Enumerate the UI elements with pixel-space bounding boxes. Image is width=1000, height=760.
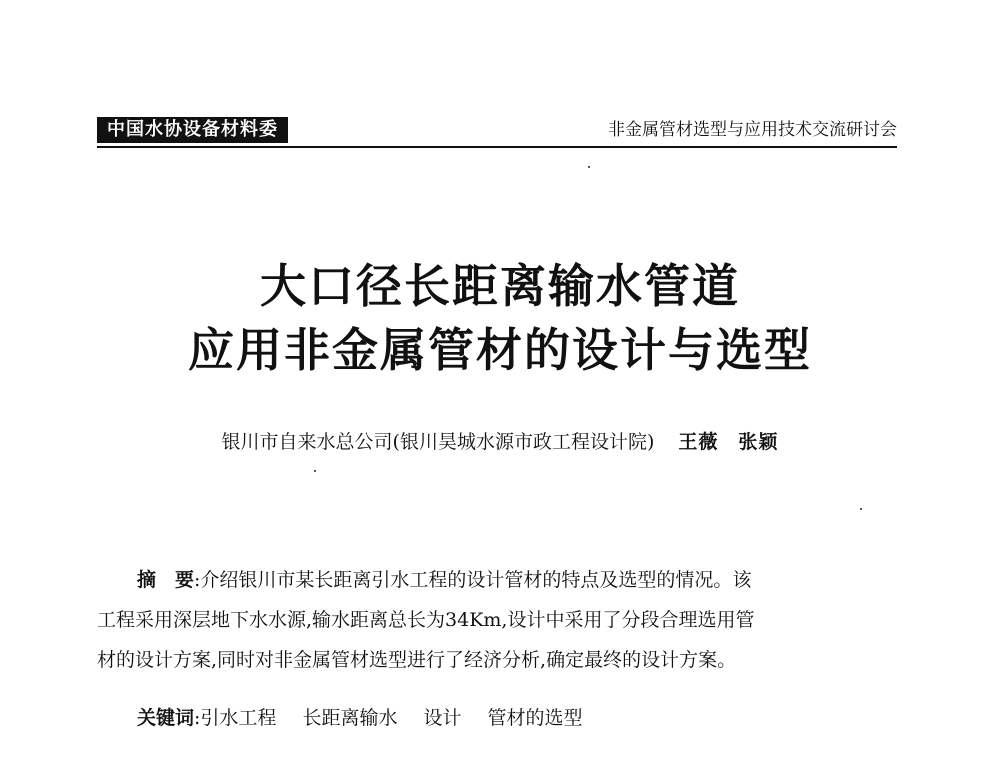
running-header bbox=[97, 117, 897, 145]
scan-speck bbox=[314, 470, 316, 472]
keywords-separator: : bbox=[194, 707, 201, 729]
byline bbox=[0, 428, 1000, 456]
paper-title-line-2: 应用非金属管材的设计与选型 bbox=[188, 323, 812, 377]
abstract-line-3: 材的设计方案,同时对非金属管材选型进行了经济分析,确定最终的设计方案。 bbox=[97, 649, 737, 671]
abstract-line-2: 工程采用深层地下水水源,输水距离总长为34Km,设计中采用了分段合理选用管 bbox=[97, 609, 755, 631]
affiliation: 银川市自来水总公司(银川昊城水源市政工程设计院) bbox=[221, 431, 655, 453]
abstract bbox=[97, 560, 897, 680]
keywords-label: 关键词 bbox=[137, 707, 195, 729]
keyword-item: 设计 bbox=[423, 707, 462, 729]
keyword-item: 管材的选型 bbox=[487, 707, 583, 729]
keyword-item: 引水工程 bbox=[200, 707, 277, 729]
conference-name: 非金属管材选型与应用技术交流研讨会 bbox=[608, 120, 897, 140]
paper-title-line-1: 大口径长距离输水管道 bbox=[260, 259, 740, 313]
scan-speck bbox=[860, 508, 862, 510]
series-badge: 中国水协设备材料委 bbox=[97, 117, 288, 143]
authors: 王薇 张颖 bbox=[678, 431, 779, 453]
scan-speck bbox=[588, 166, 590, 168]
abstract-line-1 bbox=[97, 560, 897, 600]
keywords bbox=[137, 702, 608, 734]
header-rule bbox=[97, 146, 897, 148]
keyword-item: 长距离输水 bbox=[302, 707, 398, 729]
abstract-text-1: :介绍银川市某长距离引水工程的设计管材的特点及选型的情况。该 bbox=[194, 569, 752, 591]
abstract-label: 摘 要 bbox=[137, 569, 195, 591]
